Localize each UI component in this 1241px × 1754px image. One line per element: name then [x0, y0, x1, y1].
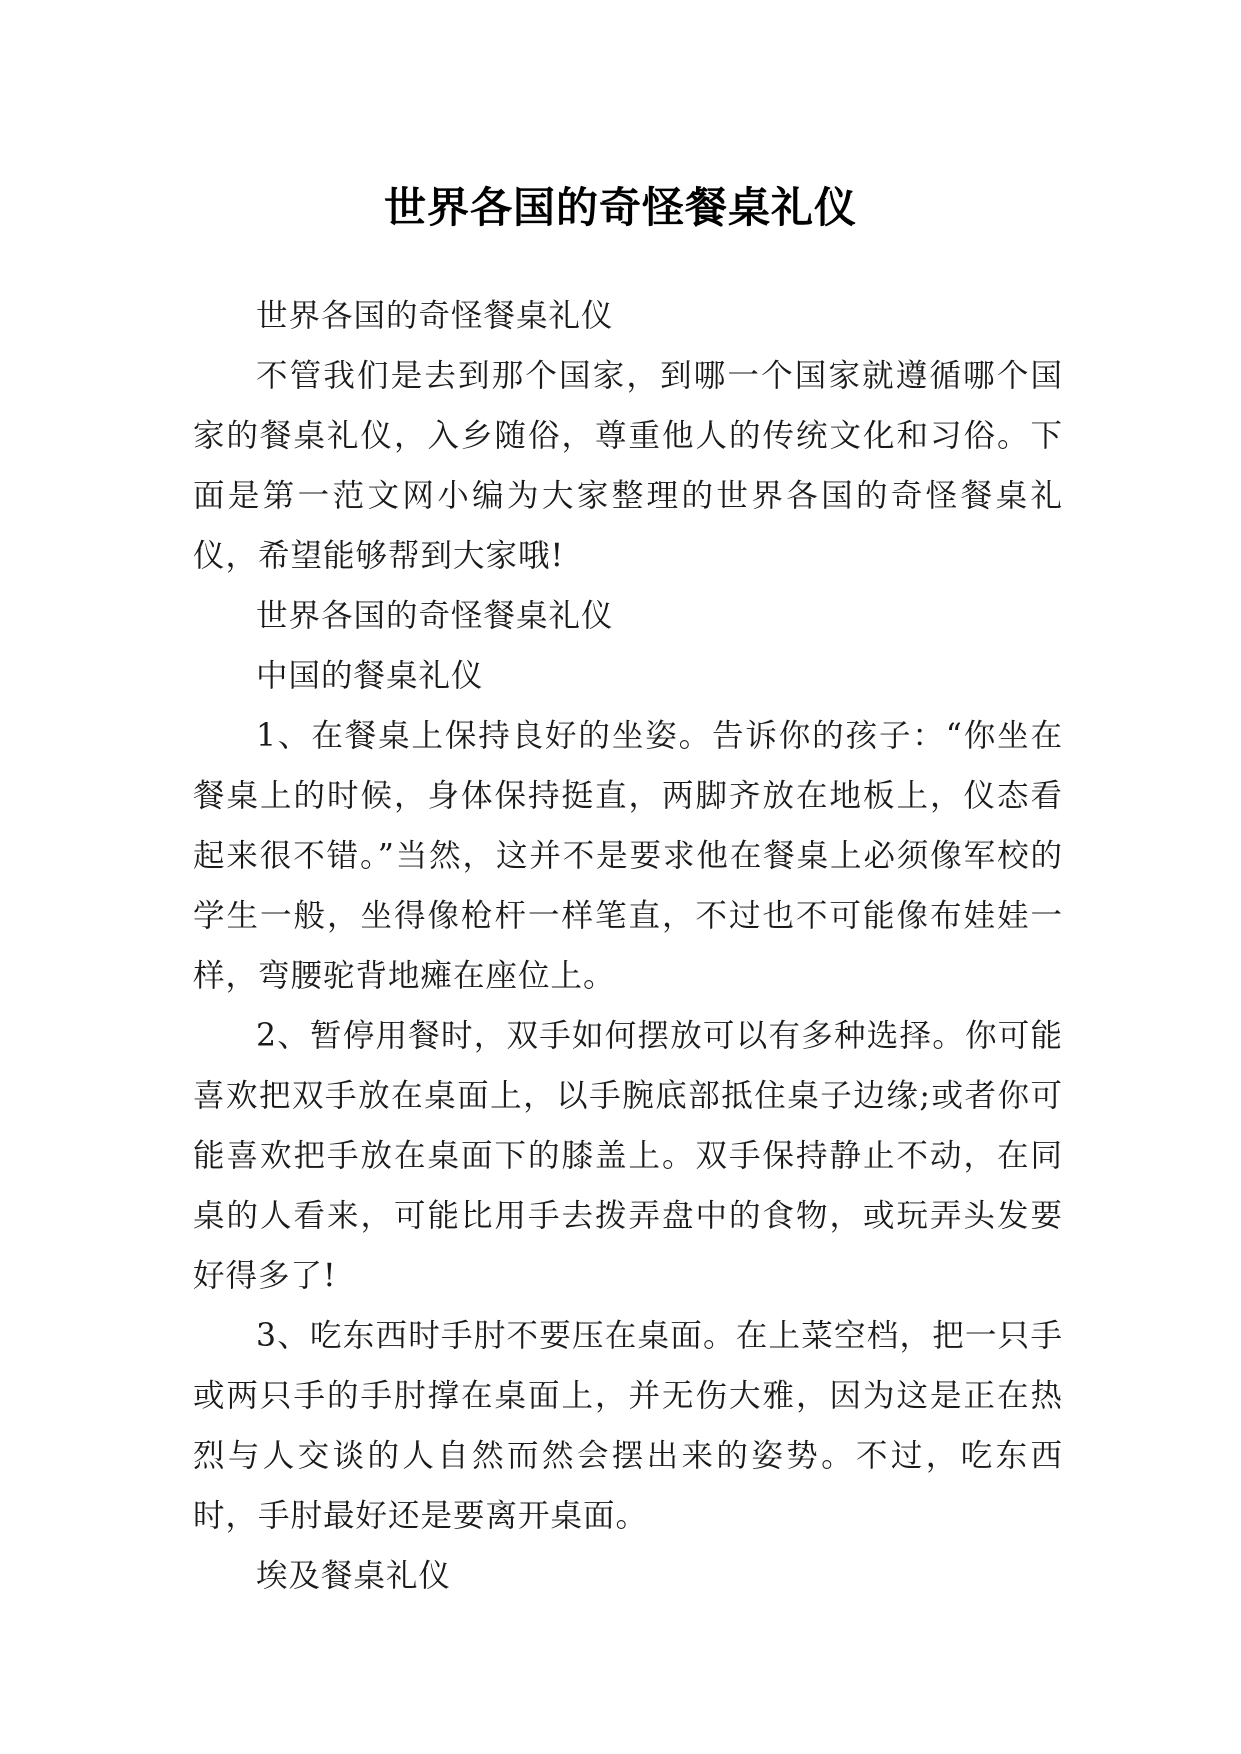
body-paragraph: 世界各国的奇怪餐桌礼仪: [256, 298, 614, 334]
body-paragraph: 3、吃东西时手肘不要压在桌面。在上菜空档，把一只手或两只手的手肘撑在桌面上，并无伤大雅，因为这是正在热烈与人交谈的人自然而然会摆出来的姿势。不过，吃东西时，手肘最好还是要离开桌面。: [193, 1318, 1063, 1534]
body-paragraph: 2、暂停用餐时，双手如何摆放可以有多种选择。你可能喜欢把双手放在桌面上，以手腕底部抵住桌子边缘;或者你可能喜欢把手放在桌面下的膝盖上。双手保持静止不动，在同桌的人看来，可能比用手去拨弄盘中的食物，或玩弄头发要好得多了!: [193, 1018, 1063, 1294]
body-paragraph: 不管我们是去到那个国家，到哪一个国家就遵循哪个国家的餐桌礼仪，入乡随俗，尊重他人的传统文化和习俗。下面是第一范文网小编为大家整理的世界各国的奇怪餐桌礼仪，希望能够帮到大家哦!: [193, 358, 1063, 574]
section-heading: 中国的餐桌礼仪: [256, 658, 484, 694]
section-heading: 埃及餐桌礼仪: [256, 1558, 452, 1594]
body-paragraph: 世界各国的奇怪餐桌礼仪: [256, 598, 614, 634]
body-paragraph: 1、在餐桌上保持良好的坐姿。告诉你的孩子：“你坐在餐桌上的时候，身体保持挺直，两脚齐放在地板上，仪态看起来很不错。”当然，这并不是要求他在餐桌上必须像军校的学生一般，坐得像枪杆一样笔直，不过也不可能像布娃娃一样，弯腰驼背地瘫在座位上。: [193, 718, 1063, 994]
document-title: 世界各国的奇怪餐桌礼仪: [383, 183, 857, 233]
document-body: [193, 286, 1063, 1606]
